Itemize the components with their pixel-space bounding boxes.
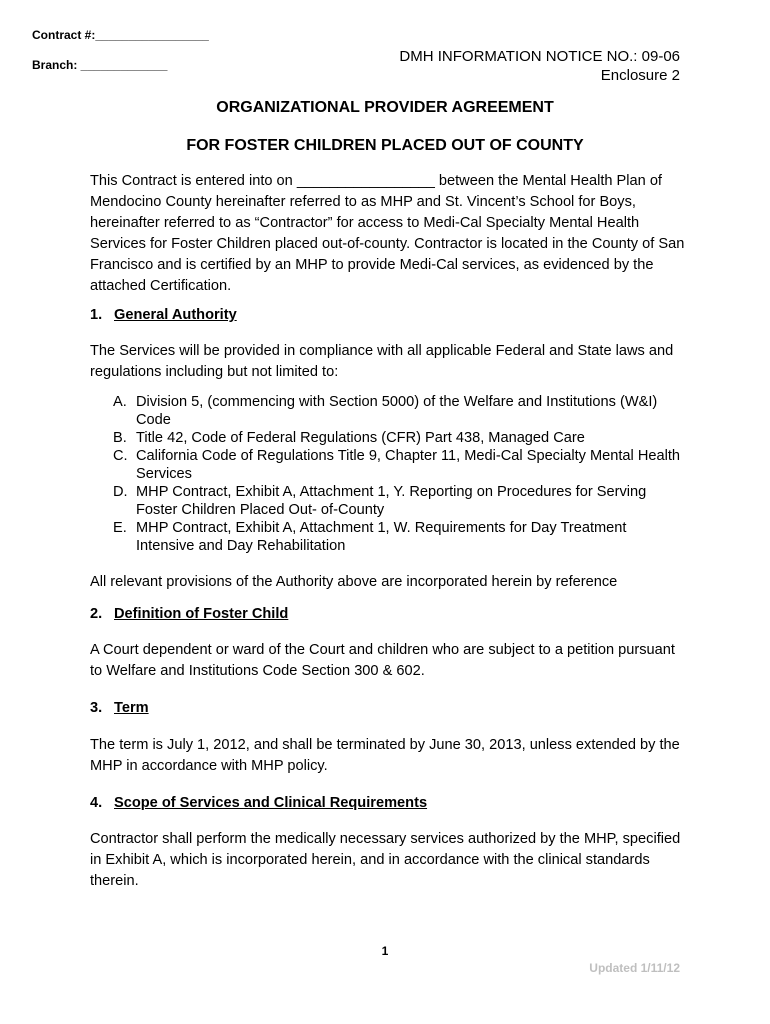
branch-line: Branch: _____________	[32, 58, 168, 72]
section-heading-definition-foster-child	[90, 606, 288, 622]
section-number: 1.	[90, 307, 103, 323]
list-text: MHP Contract, Exhibit A, Attachment 1, Y. Reporting on Procedures for Serving Foster Children Placed Out- of-County	[136, 484, 647, 518]
enclosure-label: Enclosure 2	[600, 67, 680, 84]
intro-paragraph: This Contract is entered into on _________________ between the Mental Health Plan of Mendocino County hereinafter referred to as MHP and St. Vincent’s School for Boys, hereinafter referred to as “Contractor” for access to Medi-Cal Specialty Mental Health Services for Foster Children placed out-of-county. Contractor is located in the County of San Francisco and is certified by an MHP to provide Medi-Cal services, as evidenced by the attached Certification.	[90, 173, 685, 294]
section-paragraph: The Services will be provided in compliance with all applicable Federal and State laws and regulations including but not limited to:	[90, 343, 674, 380]
section-title: Term	[114, 700, 149, 716]
section-paragraph: A Court dependent or ward of the Court and children who are subject to a petition pursuant to Welfare and Institutions Code Section 300 & 602.	[90, 642, 675, 679]
notice-header	[399, 47, 680, 85]
list-text: MHP Contract, Exhibit A, Attachment 1, W. Requirements for Day Treatment Intensive and Day Rehabilitation	[136, 520, 627, 554]
list-letter: E.	[113, 520, 127, 536]
page-number: 1	[381, 944, 389, 958]
list-item	[113, 447, 688, 483]
authority-closing: All relevant provisions of the Authority above are incorporated herein by reference	[90, 574, 618, 590]
section-number: 3.	[90, 700, 103, 716]
list-letter: C.	[113, 448, 128, 464]
section-paragraph: The term is July 1, 2012, and shall be terminated by June 30, 2013, unless extended by the MHP in accordance with MHP policy.	[90, 737, 680, 774]
list-item	[113, 519, 688, 555]
list-text: California Code of Regulations Title 9, Chapter 11, Medi-Cal Specialty Mental Health Services	[136, 448, 681, 482]
list-item	[113, 429, 688, 447]
document-subtitle: FOR FOSTER CHILDREN PLACED OUT OF COUNTY	[186, 137, 584, 154]
authority-list	[113, 393, 688, 555]
section-heading-scope-of-services	[90, 795, 427, 811]
section-title: Scope of Services and Clinical Requirements	[114, 795, 428, 811]
updated-date: Updated 1/11/12	[589, 961, 680, 975]
document-title: ORGANIZATIONAL PROVIDER AGREEMENT	[216, 99, 554, 116]
list-letter: D.	[113, 484, 128, 500]
section-heading-term	[90, 700, 149, 716]
section-number: 4.	[90, 795, 103, 811]
section-number: 2.	[90, 606, 103, 622]
list-text: Division 5, (commencing with Section 5000) of the Welfare and Institutions (W&I) Code	[136, 394, 658, 428]
list-text: Title 42, Code of Federal Regulations (CFR) Part 438, Managed Care	[136, 430, 585, 446]
section-heading-general-authority	[90, 307, 237, 323]
section-paragraph: Contractor shall perform the medically necessary services authorized by the MHP, specified in Exhibit A, which is incorporated herein, and in accordance with the clinical standards therein.	[90, 831, 681, 889]
list-item	[113, 393, 688, 429]
list-letter: A.	[113, 394, 127, 410]
notice-number: DMH INFORMATION NOTICE NO.: 09-06	[399, 48, 680, 65]
list-letter: B.	[113, 430, 127, 446]
contract-number-line: Contract #:_________________	[32, 28, 209, 42]
section-title: Definition of Foster Child	[114, 606, 289, 622]
list-item	[113, 483, 688, 519]
section-title: General Authority	[114, 307, 237, 323]
